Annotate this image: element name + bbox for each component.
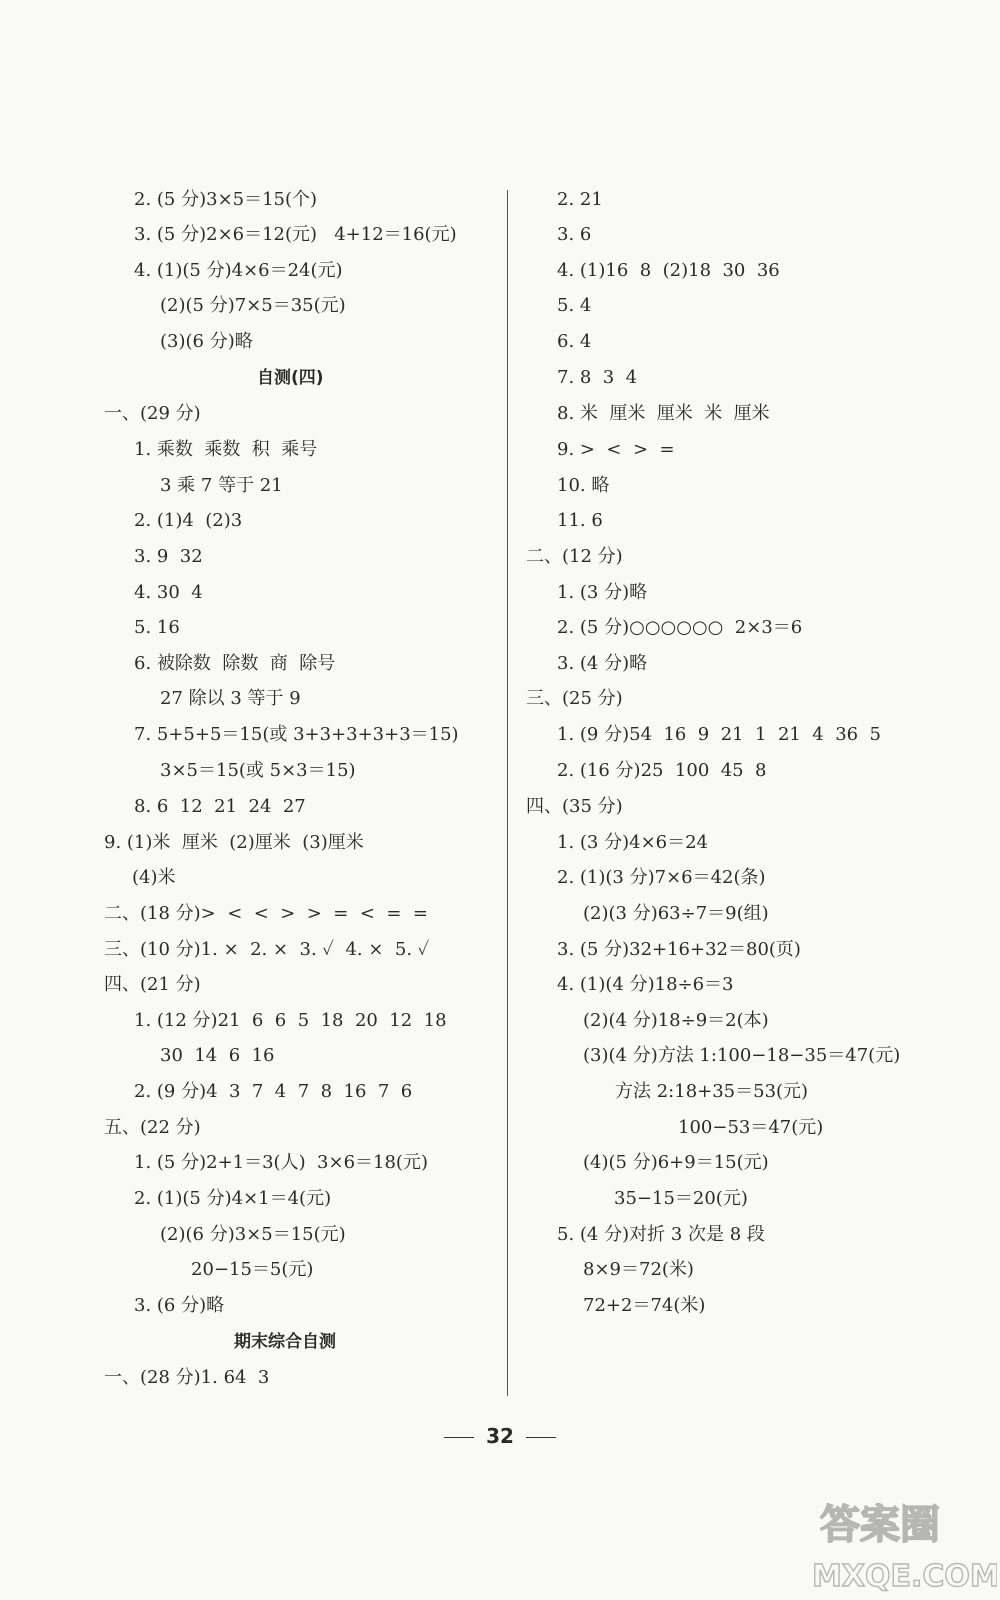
answer-line: 3 乘 7 等于 21 bbox=[160, 475, 283, 496]
watermark-en: MXQE.COM bbox=[812, 1559, 997, 1594]
answer-line: 4. (1)(5 分)4×6＝24(元) bbox=[134, 260, 343, 281]
answer-line: 2. (1)(5 分)4×1＝4(元) bbox=[134, 1188, 332, 1209]
section-heading: 自测(四) bbox=[257, 368, 324, 388]
answer-line: 35−15＝20(元) bbox=[614, 1188, 748, 1209]
answer-line: 8×9＝72(米) bbox=[583, 1259, 694, 1280]
answer-line: 五、(22 分) bbox=[104, 1117, 201, 1138]
answer-line: 7. 8 3 4 bbox=[557, 367, 638, 388]
answer-line: (2)(4 分)18÷9＝2(本) bbox=[583, 1010, 769, 1031]
answer-line: 2. (16 分)25 100 45 8 bbox=[557, 760, 767, 781]
answer-line: 一、(29 分) bbox=[104, 403, 201, 424]
answer-line: 1. (12 分)21 6 6 5 18 20 12 18 bbox=[134, 1010, 447, 1031]
answer-line: (4)米 bbox=[132, 867, 176, 888]
answer-line: 1. (5 分)2+1＝3(人) 3×6＝18(元) bbox=[134, 1152, 428, 1173]
answer-line: 一、(28 分)1. 64 3 bbox=[104, 1367, 270, 1388]
column-divider bbox=[507, 190, 508, 1396]
answer-line: 四、(35 分) bbox=[526, 796, 623, 817]
answer-line: 四、(21 分) bbox=[104, 974, 201, 995]
answer-line: 7. 5+5+5＝15(或 3+3+3+3+3＝15) bbox=[134, 724, 459, 745]
answer-line: 4. 30 4 bbox=[134, 582, 203, 603]
answer-line: 二、(18 分)> < < > > = < = = bbox=[104, 903, 428, 924]
answer-line: 2. 21 bbox=[557, 189, 603, 210]
answer-line: 1. (3 分)略 bbox=[557, 582, 648, 603]
answer-line: 1. (9 分)54 16 9 21 1 21 4 36 5 bbox=[557, 724, 881, 745]
answer-line: 二、(12 分) bbox=[526, 546, 623, 567]
answer-line: 2. (9 分)4 3 7 4 7 8 16 7 6 bbox=[134, 1081, 413, 1102]
answer-line: 8. 米 厘米 厘米 米 厘米 bbox=[557, 403, 770, 424]
answer-line: 6. 4 bbox=[557, 331, 592, 352]
answer-line: 4. (1)16 8 (2)18 30 36 bbox=[557, 260, 780, 281]
answer-line: (3)(6 分)略 bbox=[160, 331, 253, 352]
page-footer bbox=[0, 1424, 1000, 1448]
answer-line: 5. 16 bbox=[134, 617, 180, 638]
answer-line: 3. (4 分)略 bbox=[557, 653, 648, 674]
answer-line: 2. (1)(3 分)7×6＝42(条) bbox=[557, 867, 766, 888]
answer-line: 5. 4 bbox=[557, 295, 592, 316]
answer-line: 3. 9 32 bbox=[134, 546, 203, 567]
answer-line: 9. > < > = bbox=[557, 439, 675, 460]
answer-line: 11. 6 bbox=[557, 510, 603, 531]
answer-line: 2. (5 分)○○○○○○ 2×3＝6 bbox=[557, 617, 803, 638]
answer-line: 6. 被除数 除数 商 除号 bbox=[134, 653, 336, 674]
answer-line: 3. (6 分)略 bbox=[134, 1295, 225, 1316]
answer-line: 3×5＝15(或 5×3＝15) bbox=[160, 760, 356, 781]
answer-line: 27 除以 3 等于 9 bbox=[160, 688, 301, 709]
answer-line: 10. 略 bbox=[557, 475, 610, 496]
answer-line: 三、(10 分)1. × 2. × 3. ✓ 4. × 5. ✓ bbox=[104, 939, 430, 960]
answer-line: 1. (3 分)4×6＝24 bbox=[557, 832, 709, 853]
answer-line: 方法 2:18+35＝53(元) bbox=[615, 1081, 809, 1102]
answer-line: 2. (5 分)3×5＝15(个) bbox=[134, 189, 318, 210]
answer-line: 30 14 6 16 bbox=[160, 1045, 275, 1066]
answer-line: 8. 6 12 21 24 27 bbox=[134, 796, 306, 817]
section-heading: 期末综合自测 bbox=[234, 1332, 336, 1352]
watermark-cn: 答案圈 bbox=[820, 1502, 940, 1548]
footer-dash-right bbox=[526, 1437, 556, 1438]
answer-line: 100−53＝47(元) bbox=[678, 1117, 824, 1138]
answer-line: 3. (5 分)2×6＝12(元) 4+12＝16(元) bbox=[134, 224, 457, 245]
answer-line: 9. (1)米 厘米 (2)厘米 (3)厘米 bbox=[104, 832, 364, 853]
answer-line: (2)(6 分)3×5＝15(元) bbox=[160, 1224, 346, 1245]
answer-line: 72+2＝74(米) bbox=[583, 1295, 706, 1316]
page-number: 32 bbox=[486, 1424, 514, 1448]
answer-line: (3)(4 分)方法 1:100−18−35＝47(元) bbox=[583, 1045, 901, 1066]
answer-line: 3. 6 bbox=[557, 224, 592, 245]
answer-line: 3. (5 分)32+16+32＝80(页) bbox=[557, 939, 801, 960]
answer-line: 4. (1)(4 分)18÷6＝3 bbox=[557, 974, 734, 995]
answer-line: (2)(5 分)7×5＝35(元) bbox=[160, 295, 346, 316]
answer-line: 1. 乘数 乘数 积 乘号 bbox=[134, 439, 318, 460]
answer-line: 20−15＝5(元) bbox=[191, 1259, 314, 1280]
footer-dash-left bbox=[444, 1437, 474, 1438]
answer-line: (4)(5 分)6+9＝15(元) bbox=[583, 1152, 769, 1173]
answer-line: 5. (4 分)对折 3 次是 8 段 bbox=[557, 1224, 765, 1245]
answer-line: 三、(25 分) bbox=[526, 688, 623, 709]
answer-line: (2)(3 分)63÷7＝9(组) bbox=[583, 903, 769, 924]
watermark-logo bbox=[812, 1488, 997, 1596]
answer-line: 2. (1)4 (2)3 bbox=[134, 510, 243, 531]
